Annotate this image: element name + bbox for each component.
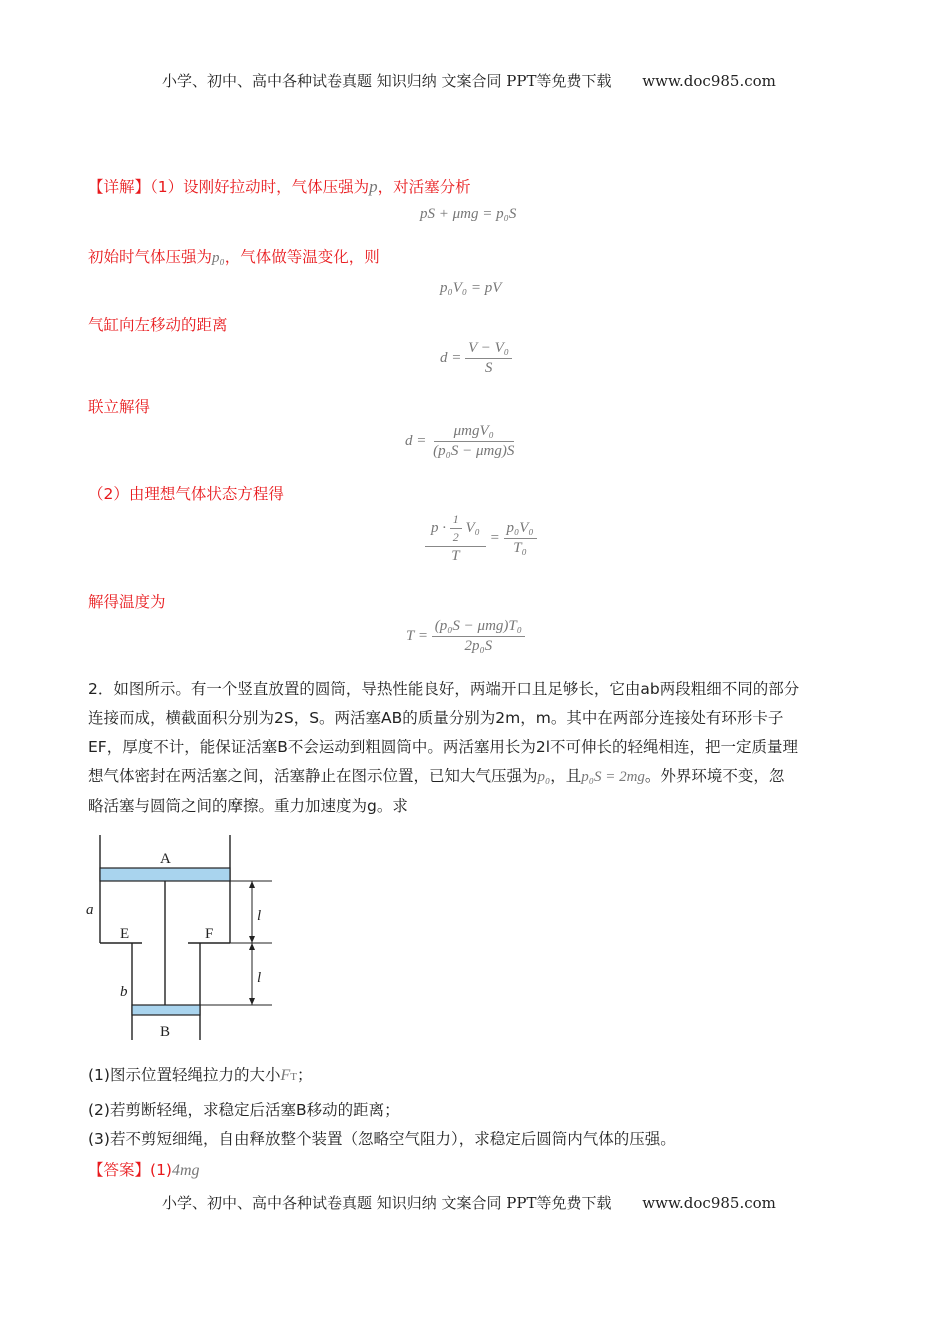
label-length-l-top: l: [257, 908, 262, 924]
eq4-denominator: (p₀S − μmg)S: [433, 443, 515, 459]
q2-line-3: EF，厚度不计，能保证活塞B不会运动到粗圆筒中。两活塞用长为2l不可伸长的轻绳相连，把一定质量理: [88, 738, 799, 756]
label-length-l-bottom: l: [257, 970, 262, 986]
answer-line: [88, 1158, 200, 1180]
eq4-lhs: d =: [405, 432, 427, 449]
eq5-half: [450, 512, 462, 545]
equation-5: [425, 512, 537, 565]
eq5-lhs-numerator: [425, 512, 486, 547]
q2-line-2: 连接而成，横截面积分别为2S，S。两活塞AB的质量分别为2m，m。其中在两部分连接处有环形卡子: [88, 709, 784, 727]
eq5-lhs-fraction: [425, 512, 486, 565]
eq5-equals: =: [489, 529, 500, 546]
label-section-a: a: [86, 902, 94, 918]
eq5-lhs-denominator: T: [451, 548, 460, 564]
label-piston-b: B: [160, 1024, 171, 1040]
solution-part1-line: [88, 175, 471, 197]
eq3-denominator: S: [484, 360, 493, 376]
initial-text-a: 初始时气体压强为: [88, 248, 213, 266]
eq6-fraction: [432, 618, 525, 655]
piston-b: [132, 1005, 200, 1015]
solution-part1-intro: （1）设刚好拉动时，气体压强为: [150, 178, 370, 196]
arrow-up-1: [249, 881, 255, 888]
answer-value: 4mg: [171, 1162, 200, 1179]
question-2: [88, 675, 878, 821]
equation-3: [440, 340, 512, 377]
header: [162, 70, 776, 91]
subq1-text: (1)图示位置轻绳拉力的大小: [88, 1066, 281, 1084]
solution-combine-line: 联立解得: [88, 398, 151, 416]
solution-temp-line: 解得温度为: [88, 593, 166, 611]
header-site-link[interactable]: www.doc985.com: [642, 72, 776, 90]
footer: [162, 1192, 776, 1213]
eq6-lhs: T =: [406, 627, 428, 644]
q2-line-4: [88, 762, 878, 792]
solution-tag: 【详解】: [88, 178, 151, 196]
q2-line-4b: ，且: [550, 767, 582, 785]
eq5-half-num: 1: [450, 512, 462, 529]
eq6-numerator: (p₀S − μmg)T₀: [432, 618, 525, 637]
arrow-down-2: [249, 998, 255, 1005]
subquestion-3: (3)若不剪短细绳，自由释放整个装置（忽略空气阻力），求稳定后圆筒内气体的压强。: [88, 1130, 676, 1148]
label-section-b: b: [120, 984, 128, 1000]
eq5-rhs-fraction: [504, 520, 537, 557]
solution-part2-line: （2）由理想气体状态方程得: [88, 485, 284, 503]
eq5-p-dot: p ·: [431, 519, 446, 536]
subq1-sub: T: [290, 1071, 297, 1083]
subquestion-1: [88, 1063, 313, 1085]
q2-line-4c: 。外界环境不变，忽: [644, 767, 785, 785]
arrow-up-2: [249, 943, 255, 950]
eq5-rhs-denominator: T₀: [513, 540, 527, 556]
q2-line-4a: 想气体密封在两活塞之间，活塞静止在图示位置，已知大气压强为: [88, 767, 538, 785]
label-piston-a: A: [160, 851, 171, 867]
solution-part1-tail: ，对活塞分析: [377, 178, 471, 196]
eq3-fraction: [465, 340, 512, 377]
equation-6: [406, 618, 525, 655]
label-clamp-f: F: [205, 926, 214, 942]
solution-move-line: 气缸向左移动的距离: [88, 316, 228, 334]
subquestion-2: (2)若剪断轻绳，求稳定后活塞B移动的距离；: [88, 1101, 400, 1119]
equation-1: pS + μmg = p₀S: [420, 206, 517, 222]
q2-line-5: 略活塞与圆筒之间的摩擦。重力加速度为g。求: [88, 797, 408, 815]
q2-line-1: 2．如图所示。有一个竖直放置的圆筒，导热性能良好，两端开口且足够长，它由ab两段粗细不同的部分: [88, 680, 800, 698]
equation-2: p₀V₀ = pV: [440, 280, 502, 296]
q2-p0: p₀: [537, 769, 551, 785]
eq5-rhs-numerator: p₀V₀: [504, 520, 537, 539]
label-clamp-e: E: [120, 926, 130, 942]
answer-num: (1): [150, 1161, 172, 1179]
eq4-numerator: μmgV₀: [434, 423, 514, 442]
initial-text-b: ，气体做等温变化，则: [224, 248, 380, 266]
eq3-lhs: d =: [440, 349, 462, 366]
answer-tag: 【答案】: [88, 1161, 151, 1179]
eq5-half-den: 2: [452, 530, 459, 544]
eq3-numerator: V − V₀: [465, 340, 512, 359]
var-p: p: [369, 177, 378, 196]
footer-text: 小学、初中、高中各种试卷真题 知识归纳 文案合同 PPT等免费下载: [162, 1194, 612, 1212]
q2-condition: p₀S = 2mg: [581, 769, 645, 785]
eq6-denominator: 2p₀S: [464, 638, 493, 654]
arrow-down-1: [249, 936, 255, 943]
equation-4: [405, 423, 517, 460]
header-text: 小学、初中、高中各种试卷真题 知识归纳 文案合同 PPT等免费下载: [162, 72, 612, 90]
solution-initial-line: [88, 245, 380, 267]
subq1-var: F: [280, 1067, 291, 1084]
piston-a: [100, 868, 230, 881]
eq5-v0: V₀: [465, 519, 480, 536]
subq1-end: ；: [296, 1066, 313, 1084]
cylinder-diagram: [80, 830, 280, 1045]
eq4-fraction: [430, 423, 517, 460]
var-p0: p₀: [212, 250, 225, 266]
footer-site-link[interactable]: www.doc985.com: [642, 1194, 776, 1212]
